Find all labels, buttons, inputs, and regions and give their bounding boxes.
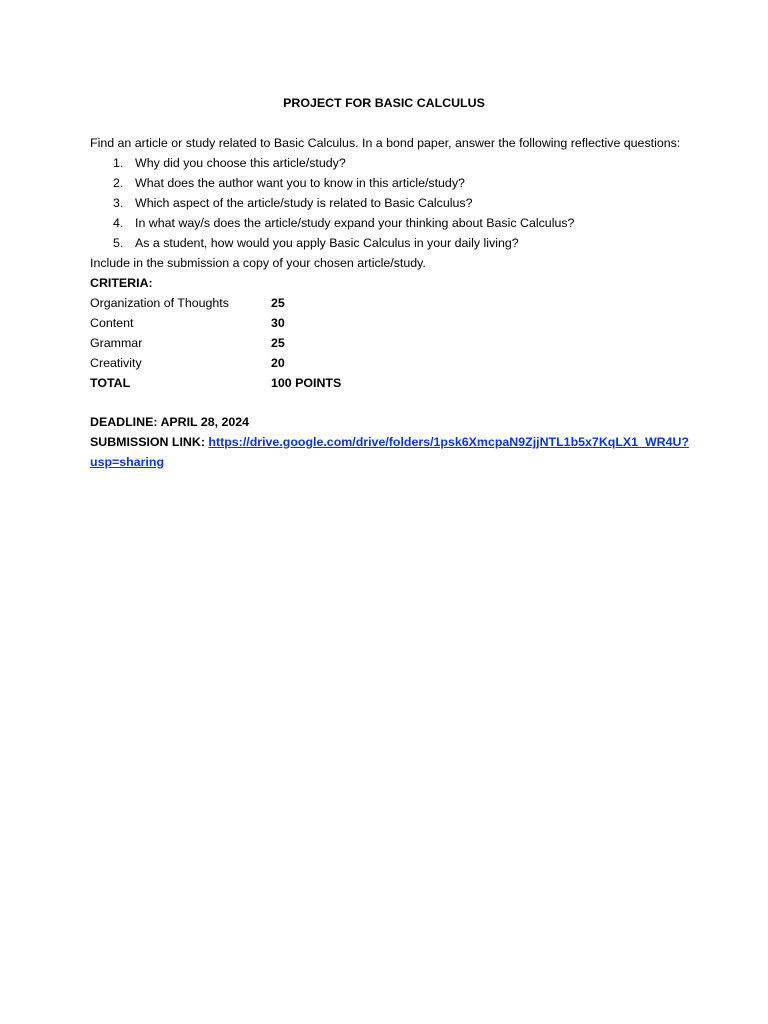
question-text: In what way/s does the article/study expand your thinking about Basic Calculus?: [135, 216, 575, 230]
criteria-row: [90, 293, 690, 313]
criteria-name: Creativity: [90, 356, 142, 370]
criteria-score: 30: [271, 316, 285, 330]
question-number: 4.: [113, 216, 124, 230]
submission-line: [90, 432, 690, 472]
document-body: [90, 93, 690, 472]
list-item: [90, 233, 690, 253]
list-item: [90, 173, 690, 193]
intro-paragraph: Find an article or study related to Basic Calculus. In a bond paper, answer the following reflective questions:: [90, 136, 681, 150]
page-title: PROJECT FOR BASIC CALCULUS: [283, 96, 485, 110]
criteria-row: [90, 313, 690, 333]
question-number: 3.: [113, 196, 124, 210]
total-label: TOTAL: [90, 376, 131, 390]
criteria-row: [90, 333, 690, 353]
criteria-score: 20: [271, 356, 285, 370]
spacer: [90, 113, 690, 133]
criteria-name: Content: [90, 316, 134, 330]
question-text: As a student, how would you apply Basic Calculus in your daily living?: [135, 236, 519, 250]
total-row: [90, 373, 690, 393]
criteria-score: 25: [271, 336, 285, 350]
total-value: 100 POINTS: [271, 376, 342, 390]
question-number: 5.: [113, 236, 124, 250]
criteria-score: 25: [271, 296, 285, 310]
question-text: Why did you choose this article/study?: [135, 156, 346, 170]
list-item: [90, 153, 690, 173]
submission-url-part-2[interactable]: usp=sharing: [90, 455, 165, 469]
question-number: 1.: [113, 156, 124, 170]
list-item: [90, 213, 690, 233]
deadline-text: DEADLINE: APRIL 28, 2024: [90, 415, 250, 429]
question-list: [90, 153, 690, 253]
criteria-heading: CRITERIA:: [90, 276, 153, 290]
criteria-row: [90, 353, 690, 373]
list-item: [90, 193, 690, 213]
criteria-name: Grammar: [90, 336, 143, 350]
submission-label: SUBMISSION LINK:: [90, 435, 209, 449]
question-number: 2.: [113, 176, 124, 190]
include-note: Include in the submission a copy of your chosen article/study.: [90, 256, 426, 270]
question-text: What does the author want you to know in this article/study?: [135, 176, 465, 190]
question-text: Which aspect of the article/study is related to Basic Calculus?: [135, 196, 473, 210]
submission-url-part-1[interactable]: https://drive.google.com/drive/folders/1psk6XmcpaN9ZjjNTL1b5x7KqLX1_WR4U?: [208, 435, 689, 449]
spacer: [90, 393, 690, 412]
criteria-name: Organization of Thoughts: [90, 296, 229, 310]
